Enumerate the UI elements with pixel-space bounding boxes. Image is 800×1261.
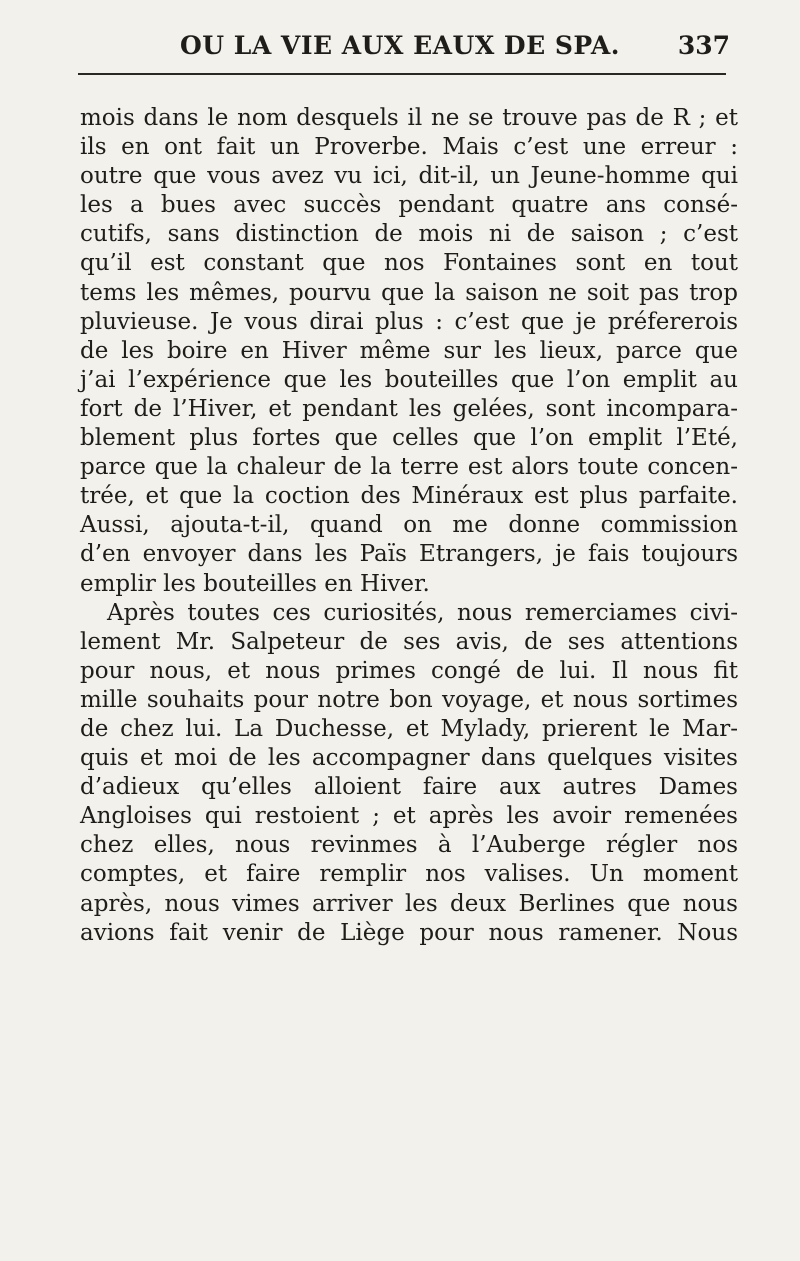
text-line: ils en ont fait un Proverbe. Mais c’est une erreur : <box>80 134 738 161</box>
text-line: comptes, et faire remplir nos valises. Un moment <box>80 861 738 888</box>
text-line: d’adieux qu’elles alloient faire aux autres Dames <box>80 774 738 801</box>
text-line: mois dans le nom desquels il ne se trouve pas de R ; et <box>80 105 738 131</box>
text-line: les a bues avec succès pendant quatre ans consé- <box>80 192 738 219</box>
text-line: pour nous, et nous primes congé de lui. Il nous fit <box>80 657 738 684</box>
text-line: j’ai l’expérience que les bouteilles que l’on emplit au <box>80 366 738 393</box>
body-text <box>80 104 738 948</box>
header-rule <box>78 73 726 75</box>
text-line: Angloises qui restoient ; et après les avoir remenées <box>80 803 738 830</box>
text-line: avions fait venir de Liège pour nous ramener. Nous <box>80 919 738 946</box>
text-line: après, nous vimes arriver les deux Berlines que nous <box>80 890 738 917</box>
text-line: cutifs, sans distinction de mois ni de saison ; c’est <box>80 221 738 248</box>
paragraph <box>80 599 738 948</box>
text-line: lement Mr. Salpeteur de ses avis, de ses attentions <box>80 628 738 655</box>
page-number: 337 <box>677 31 730 60</box>
text-line: pluvieuse. Je vous dirai plus : c’est que je préfererois <box>80 308 738 335</box>
text-line: Après toutes ces curiosités, nous remerciames civi- <box>107 599 738 626</box>
text-line: parce que la chaleur de la terre est alors toute concen- <box>80 454 738 481</box>
text-line: outre que vous avez vu ici, dit-il, un Jeune-homme qui <box>80 163 738 190</box>
text-line: de chez lui. La Duchesse, et Mylady, prierent le Mar- <box>80 715 738 742</box>
running-title: OU LA VIE AUX EAUX DE SPA. <box>179 31 621 60</box>
text-line: qu’il est constant que nos Fontaines sont en tout <box>80 250 738 277</box>
paragraph <box>80 104 738 599</box>
text-line: de les boire en Hiver même sur les lieux, parce que <box>80 337 738 364</box>
text-line: mille souhaits pour notre bon voyage, et nous sortimes <box>80 686 738 713</box>
text-line: chez elles, nous revinmes à l’Auberge régler nos <box>80 832 738 859</box>
text-line: Aussi, ajouta-t-il, quand on me donne commission <box>80 512 738 539</box>
text-line: trée, et que la coction des Minéraux est plus parfaite. <box>80 483 738 510</box>
running-head <box>70 28 730 68</box>
text-line: quis et moi de les accompagner dans quelques visites <box>80 745 738 772</box>
text-line: blement plus fortes que celles que l’on emplit l’Eté, <box>80 425 738 452</box>
text-line: emplir les bouteilles en Hiver. <box>80 570 430 597</box>
text-line: fort de l’Hiver, et pendant les gelées, sont incompara- <box>80 395 738 422</box>
text-line: tems les mêmes, pourvu que la saison ne soit pas trop <box>80 279 738 306</box>
text-line: d’en envoyer dans les Païs Etrangers, je fais toujours <box>80 541 738 568</box>
